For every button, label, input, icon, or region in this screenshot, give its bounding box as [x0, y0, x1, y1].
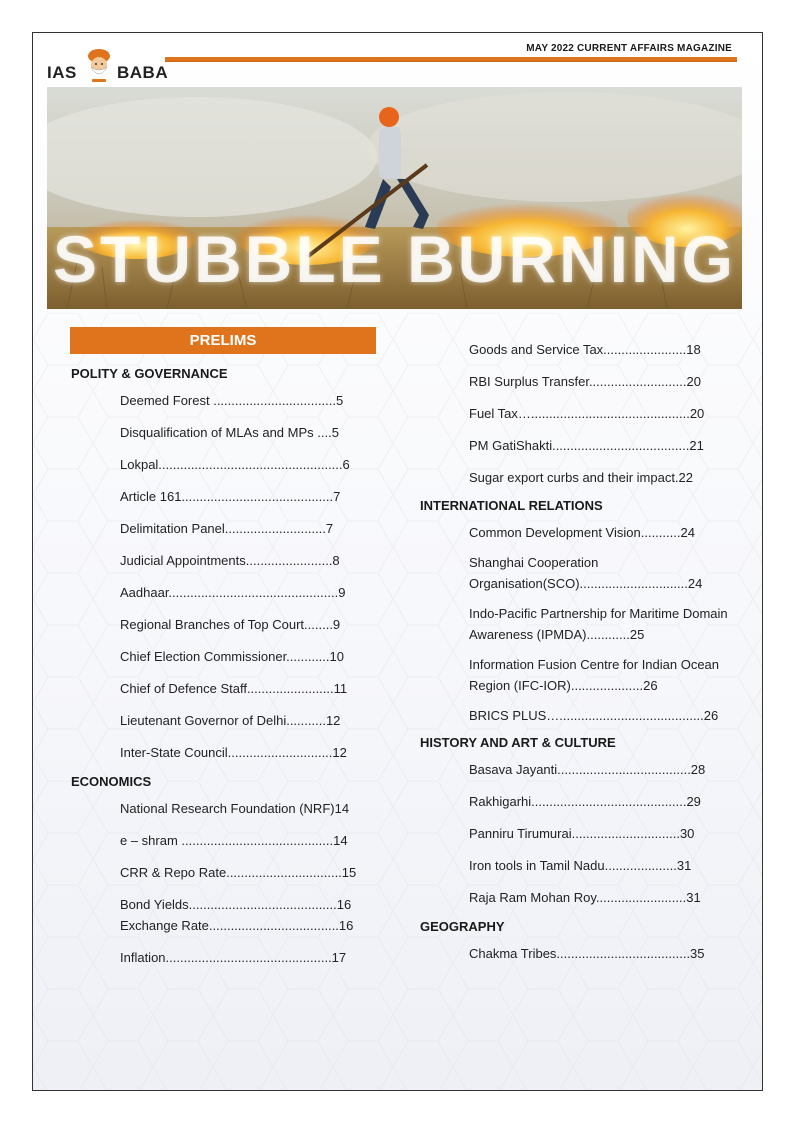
toc-entry-label: Goods and Service Tax.......................18 [469, 342, 701, 357]
section-heading: INTERNATIONAL RELATIONS [420, 498, 603, 513]
toc-entry[interactable] [120, 947, 381, 968]
logo-baba-text: BABA [117, 63, 169, 82]
magazine-title: MAY 2022 CURRENT AFFAIRS MAGAZINE [526, 43, 732, 54]
toc-entry[interactable] [120, 550, 381, 571]
toc-entry-label: Exchange Rate....................................16 [120, 918, 354, 933]
toc-entry[interactable] [469, 791, 730, 812]
toc-entry[interactable] [469, 467, 730, 488]
toc-right-column [420, 339, 730, 964]
toc-entry[interactable] [120, 678, 381, 699]
toc-entry[interactable] [120, 742, 381, 763]
toc-entry-label: Inter-State Council.............................12 [120, 745, 347, 760]
toc-entry[interactable] [469, 887, 730, 908]
toc-section-geography [420, 919, 730, 964]
toc-entry-label: Chakma Tribes.....................................35 [469, 946, 705, 961]
toc-entry-label: Regional Branches of Top Court........9 [120, 617, 341, 632]
toc-entry[interactable] [120, 454, 381, 475]
toc-entry[interactable] [469, 371, 730, 392]
toc-entry-label: Common Development Vision...........24 [469, 525, 695, 540]
toc-entry[interactable] [120, 486, 381, 507]
toc-section-economics [71, 774, 381, 968]
toc-entry[interactable] [469, 522, 730, 543]
toc-section-economics-cont [420, 339, 730, 488]
toc-section-polity [71, 366, 381, 763]
toc-entry[interactable] [120, 798, 381, 819]
toc-entry[interactable] [120, 862, 381, 883]
toc-entry[interactable] [469, 705, 730, 726]
toc-entry[interactable] [469, 759, 730, 780]
section-heading: GEOGRAPHY [420, 919, 505, 934]
toc-entry-label: Bond Yields.........................................16 [120, 897, 352, 912]
toc-entry[interactable] [120, 710, 381, 731]
banner-title: STUBBLE BURNING [53, 222, 736, 296]
section-heading: POLITY & GOVERNANCE [71, 366, 228, 381]
section-heading: ECONOMICS [71, 774, 152, 789]
toc-entry-label: Judicial Appointments........................8 [120, 553, 340, 568]
toc-entry-label: Sugar export curbs and their impact.22 [469, 470, 694, 485]
toc-entry-label: Iron tools in Tamil Nadu....................31 [469, 858, 692, 873]
prelims-heading: PRELIMS [70, 327, 376, 354]
header-rule-thin [165, 61, 737, 62]
toc-entry[interactable] [120, 422, 381, 443]
toc-entry[interactable] [120, 614, 381, 635]
toc-section-history-culture [420, 735, 730, 908]
toc-entry-label: CRR & Repo Rate................................15 [120, 865, 357, 880]
toc-entry-label: Inflation..............................................17 [120, 950, 347, 965]
toc-entry-label: PM GatiShakti......................................21 [469, 438, 704, 453]
toc-entry[interactable] [120, 894, 381, 915]
toc-entry[interactable] [469, 339, 730, 360]
toc-entry-label: Chief Election Commissioner............10 [120, 649, 344, 664]
toc-entry-label: Information Fusion Centre for Indian Ocean Region (IFC-IOR)....................26 [469, 657, 723, 693]
toc-entry[interactable] [469, 552, 730, 594]
toc-entry-label: Shanghai Cooperation Organisation(SCO)..............................24 [469, 555, 703, 591]
toc-entry[interactable] [120, 518, 381, 539]
stubble-burning-banner [47, 87, 742, 309]
toc-entry[interactable] [469, 435, 730, 456]
toc-entry-label: Rakhigarhi...........................................29 [469, 794, 701, 809]
toc-entry-label: Deemed Forest ..................................5 [120, 393, 344, 408]
toc-entry-label: Chief of Defence Staff........................11 [120, 681, 348, 696]
toc-entry[interactable] [120, 390, 381, 411]
toc-entry-label: Panniru Tirumurai..............................30 [469, 826, 695, 841]
toc-left-column [71, 366, 381, 979]
toc-entry[interactable] [469, 943, 730, 964]
toc-entry[interactable] [120, 830, 381, 851]
baba-mascot-icon [84, 47, 114, 83]
toc-entry-label: Lokpal...................................................6 [120, 457, 350, 472]
toc-entry-label: National Research Foundation (NRF)14 [120, 801, 350, 816]
toc-entry-label: RBI Surplus Transfer...........................20 [469, 374, 701, 389]
toc-entry[interactable] [469, 654, 730, 696]
toc-entry-label: Delimitation Panel............................7 [120, 521, 334, 536]
toc-entry-label: Lieutenant Governor of Delhi...........12 [120, 713, 341, 728]
toc-entry-label: Fuel Tax…............................................20 [469, 406, 705, 421]
toc-entry-label: Raja Ram Mohan Roy.........................31 [469, 890, 701, 905]
toc-entry[interactable] [469, 855, 730, 876]
section-heading: HISTORY AND ART & CULTURE [420, 735, 616, 750]
toc-entry-label: BRICS PLUS…........................................26 [469, 708, 719, 723]
toc-entry-label: Disqualification of MLAs and MPs ....5 [120, 425, 339, 440]
toc-entry[interactable] [120, 915, 381, 936]
toc-entry-label: Basava Jayanti.....................................28 [469, 762, 706, 777]
logo-ias-text: IAS [47, 63, 77, 82]
toc-entry-label: Aadhaar...............................................9 [120, 585, 346, 600]
page-frame [32, 32, 763, 1091]
toc-entry-label: Article 161..........................................7 [120, 489, 341, 504]
toc-entry-label: Indo-Pacific Partnership for Maritime Domain Awareness (IPMDA)............25 [469, 606, 731, 642]
toc-entry[interactable] [120, 646, 381, 667]
toc-entry[interactable] [120, 582, 381, 603]
toc-entry-label: e – shram ..........................................14 [120, 833, 348, 848]
toc-entry[interactable] [469, 603, 730, 645]
toc-entry[interactable] [469, 823, 730, 844]
toc-entry[interactable] [469, 403, 730, 424]
toc-section-international-relations [420, 498, 730, 726]
